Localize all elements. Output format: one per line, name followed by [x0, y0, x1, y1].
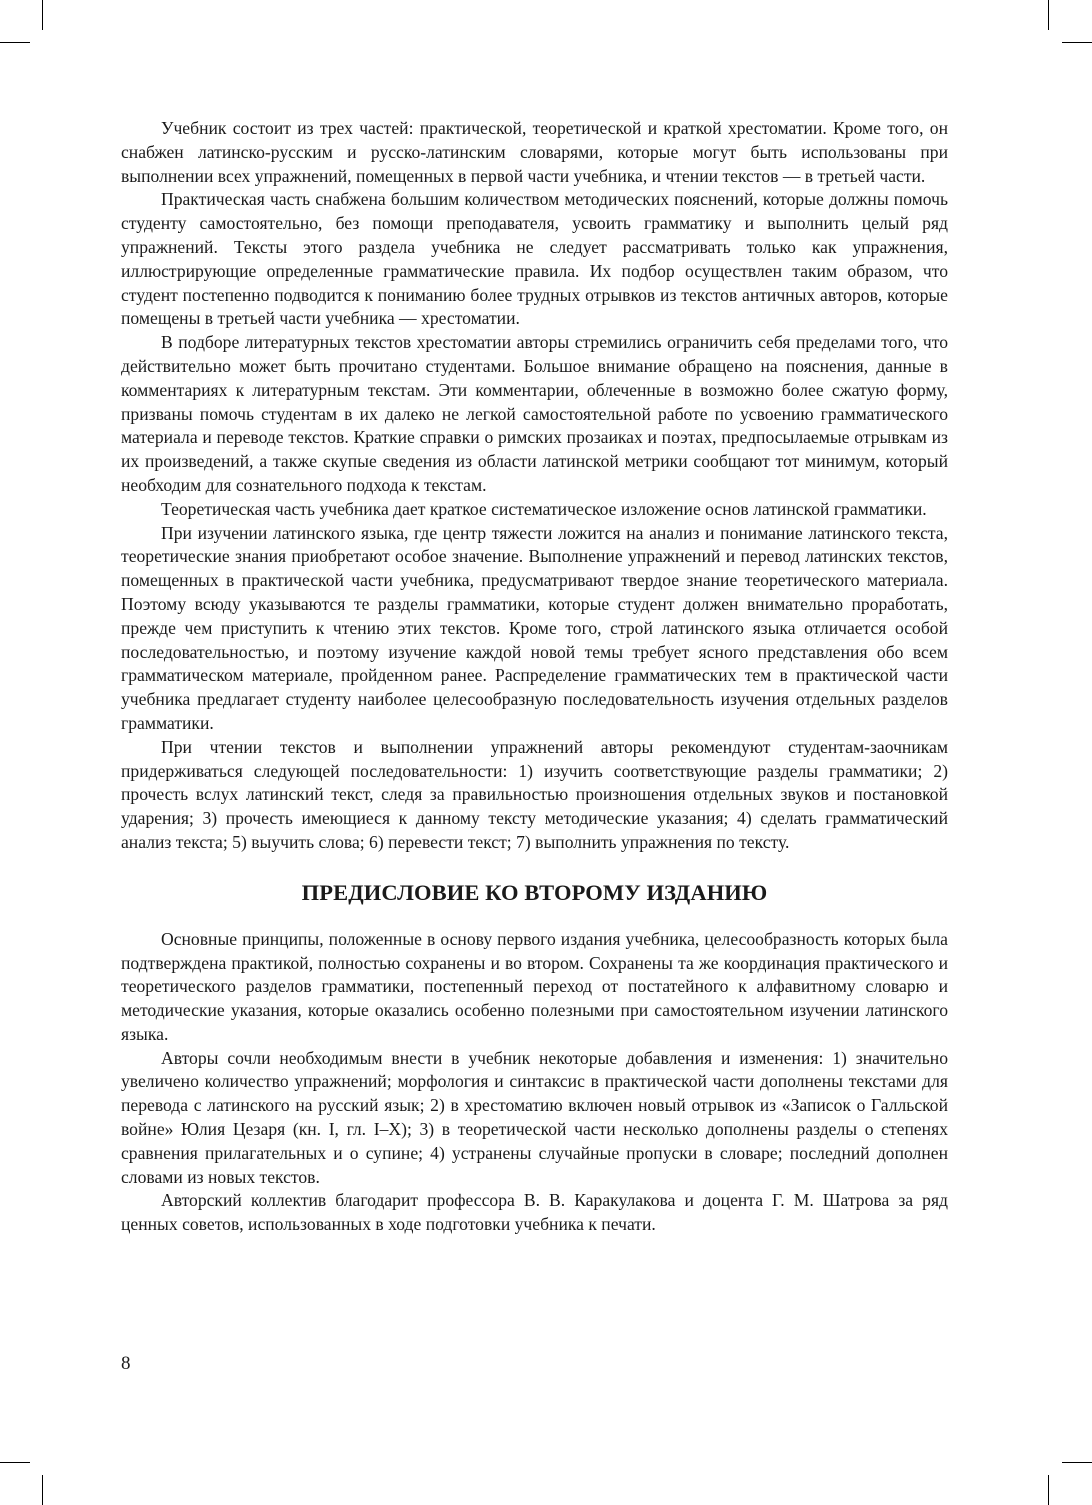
crop-mark-top-left-vertical — [42, 0, 43, 30]
paragraph: Авторский коллектив благодарит профессора В. В. Каракулакова и доцента Г. М. Шатрова за ряд ценных советов, использованных в ходе подготовки учебника к печати. — [121, 1190, 948, 1235]
page-number: 8 — [121, 1353, 131, 1374]
paragraph: При изучении латинского языка, где центр тяжести ложится на анализ и понимание латинского текста, теоретические знания приобретают особое значение. Выполнение упражнений и перевод латинских текстов, помещенных в практической части учебника, предусматривают твердое знание теоретического материала. Поэтому всюду указываются те разделы грамматики, которые студент должен внимательно проработать, прежде чем приступить к чтению этих текстов. Кроме того, строй латинского языка отличается особой последовательностью, и поэтому изучение каждой новой темы требует ясного представления обо всем грамматическом материале, пройденном ранее. Распределение грамматических тем в практической части учебника предлагает студенту наиболее целесообразную последовательность изучения отдельных разделов грамматики. — [121, 522, 948, 733]
paragraph: Авторы сочли необходимым внести в учебник некоторые добавления и изменения: 1) значительно увеличено количество упражнений; морфология и синтаксис в практической части дополнены текстами для перевода с латинского на русский язык; 2) в хрестоматию включен новый отрывок из «Записок о Галльской войне» Юлия Цезаря (кн. I, гл. I–X); 3) в теоретической части несколько дополнены разделы о степенях сравнения прилагательных и о супине; 4) устранены случайные пропуски в словаре; последний дополнен словами из новых текстов. — [121, 1047, 948, 1187]
crop-mark-top-left-horizontal — [0, 42, 30, 43]
paragraph: Основные принципы, положенные в основу первого издания учебника, целесообразность которых была подтверждена практикой, полностью сохранены и во втором. Сохранены та же координация практического и теоретического разделов грамматики, постепенный переход от постатейного к алфавитному словарю и методические указания, которые оказались особенно полезными при самостоятельном изучении латинского языка. — [121, 928, 948, 1044]
page-body — [121, 117, 948, 1237]
paragraph: Теоретическая часть учебника дает краткое систематическое изложение основ латинской грамматики. — [161, 498, 927, 519]
paragraph: При чтении текстов и выполнении упражнений авторы рекомендуют студентам-заочникам придерживаться следующей последовательности: 1) изучить соответствующие разделы грамматики; 2) прочесть вслух латинский текст, следя за правильностью произношения отдельных звуков и постановкой ударения; 3) прочесть имеющиеся к данному тексту методические указания; 4) сделать грамматический анализ текста; 5) выучить слова; 6) перевести текст; 7) выполнить упражнения по тексту. — [121, 736, 948, 852]
second-edition-preface-section — [121, 879, 948, 1237]
crop-mark-top-right-horizontal — [1062, 42, 1092, 43]
crop-mark-bottom-left-horizontal — [0, 1462, 30, 1463]
paragraph: Учебник состоит из трех частей: практической, теоретической и краткой хрестоматии. Кроме того, он снабжен латинско-русским и русско-латинским словарями, которые могут быть использованы при выполнении всех упражнений, помещенных в первой части учебника, и чтении текстов — в третьей части. — [121, 118, 948, 186]
paragraph: Практическая часть снабжена большим количеством методических пояснений, которые должны помочь студенту самостоятельно, без помощи преподавателя, усвоить грамматику и выполнить целый ряд упражнений. Тексты этого раздела учебника не следует рассматривать только как упражнения, иллюстрирующие определенные грамматические правила. Их подбор осуществлен таким образом, что студент постепенно подводится к пониманию более трудных отрывков из текстов античных авторов, которые помещены в третьей части учебника — хрестоматии. — [121, 189, 948, 329]
preface-continued-section — [121, 117, 948, 855]
crop-mark-bottom-right-vertical — [1048, 1475, 1049, 1505]
paragraph: В подборе литературных текстов хрестоматии авторы стремились ограничить себя пределами того, что действительно может быть прочитано студентами. Большое внимание обращено на пояснения, данные в комментариях к литературным текстам. Эти комментарии, облеченные в возможно более сжатую форму, призваны помочь студентам в их далеко не легкой самостоятельной работе по усвоению грамматического материала и переводе текстов. Краткие справки о римских прозаиках и поэтах, предпосылаемые отрывкам из их произведений, а также скупые сведения из области латинской метрики сообщают тот минимум, который необходим для сознательного подхода к текстам. — [121, 332, 948, 495]
section-heading: ПРЕДИСЛОВИЕ КО ВТОРОМУ ИЗДАНИЮ — [301, 879, 768, 905]
crop-mark-bottom-left-vertical — [42, 1475, 43, 1505]
crop-mark-top-right-vertical — [1048, 0, 1049, 30]
crop-mark-bottom-right-horizontal — [1062, 1462, 1092, 1463]
